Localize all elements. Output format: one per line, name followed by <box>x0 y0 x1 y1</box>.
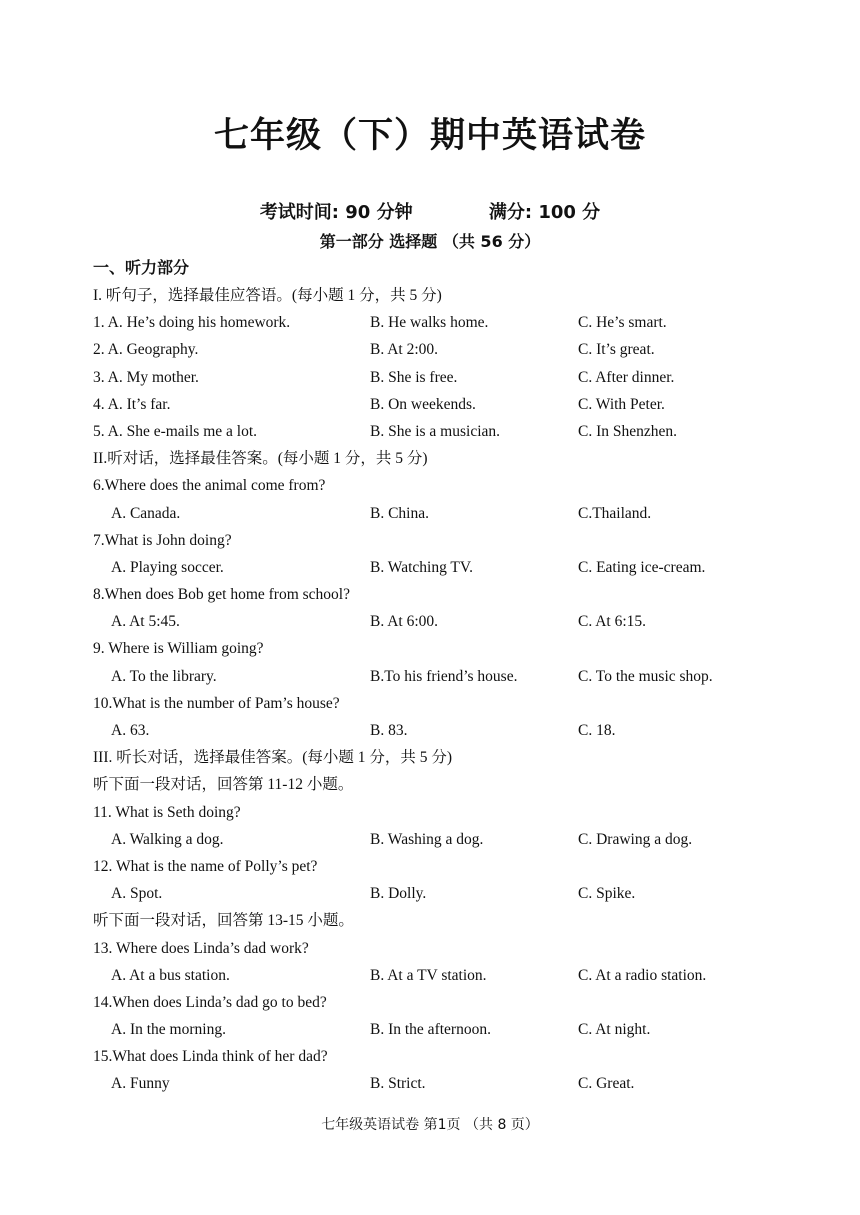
page-title: 七年级（下）期中英语试卷 <box>213 116 646 156</box>
answer-options <box>93 608 793 635</box>
option-c: C. To the music shop. <box>578 667 713 685</box>
option-a: 1. A. He’s doing his homework. <box>93 314 291 332</box>
option-a: A. Playing soccer. <box>111 558 224 576</box>
question-list <box>93 282 793 1098</box>
option-b: B. Washing a dog. <box>370 830 484 848</box>
answer-options <box>93 1016 793 1043</box>
option-b: B. Watching TV. <box>370 558 473 576</box>
page-footer: 七年级英语试卷 第1页 （共 8 页） <box>321 1117 539 1133</box>
instruction-line: III. 听长对话，选择最佳答案。(每小题 1 分，共 5 分) <box>93 749 453 767</box>
instruction-line: II.听对话，选择最佳答案。(每小题 1 分，共 5 分) <box>93 450 428 468</box>
instruction-line: 听下面一段对话，回答第 11-12 小题。 <box>93 776 354 794</box>
question-text: 13. Where does Linda’s dad work? <box>93 939 309 957</box>
option-a: 3. A. My mother. <box>93 368 199 386</box>
option-a: A. 63. <box>111 722 150 739</box>
option-a: 4. A. It’s far. <box>93 395 171 413</box>
option-c: C. Great. <box>578 1075 635 1093</box>
option-b: B. At 2:00. <box>370 341 439 359</box>
option-b: B. In the afternoon. <box>370 1021 491 1039</box>
answer-options <box>93 364 793 391</box>
option-a: A. At 5:45. <box>111 613 180 631</box>
option-a: A. Canada. <box>111 504 181 522</box>
option-b: B. At 6:00. <box>370 613 439 631</box>
answer-options <box>93 1070 793 1097</box>
option-a: 5. A. She e-mails me a lot. <box>93 422 258 440</box>
answer-options <box>93 336 793 363</box>
exam-time: 考试时间: 90 分钟 <box>259 202 413 223</box>
option-a: 2. A. Geography. <box>93 341 199 359</box>
option-c: C. It’s great. <box>578 341 655 359</box>
answer-options <box>93 391 793 418</box>
question-text: 10.What is the number of Pam’s house? <box>93 694 340 712</box>
option-c: C. At night. <box>578 1021 651 1039</box>
option-a: A. In the morning. <box>111 1021 226 1039</box>
answer-options <box>93 418 793 445</box>
question-text: 11. What is Seth doing? <box>93 803 241 821</box>
option-c: C. At a radio station. <box>578 966 707 984</box>
option-b: B. China. <box>370 504 429 522</box>
answer-options <box>93 826 793 853</box>
answer-options <box>93 554 793 581</box>
option-b: B. She is free. <box>370 368 458 386</box>
section-heading: 一、听力部分 <box>93 258 190 277</box>
question-text: 12. What is the name of Polly’s pet? <box>93 857 318 875</box>
option-c: C. Spike. <box>578 885 636 903</box>
question-text: 8.When does Bob get home from school? <box>93 586 350 604</box>
option-a: A. Spot. <box>111 885 163 903</box>
option-a: A. To the library. <box>111 667 217 685</box>
option-b: B. Dolly. <box>370 885 427 903</box>
question-text: 6.Where does the animal come from? <box>93 477 326 495</box>
option-b: B. On weekends. <box>370 395 476 413</box>
option-a: A. At a bus station. <box>111 966 230 984</box>
question-text: 9. Where is William going? <box>93 640 264 658</box>
question-text: 14.When does Linda’s dad go to bed? <box>93 993 327 1011</box>
answer-options <box>93 309 793 336</box>
option-b: B. He walks home. <box>370 314 489 332</box>
answer-options <box>93 962 793 989</box>
question-text: 15.What does Linda think of her dad? <box>93 1048 328 1066</box>
option-c: C. Eating ice-cream. <box>578 558 706 576</box>
exam-info <box>0 198 860 224</box>
answer-options <box>93 880 793 907</box>
option-c: C. In Shenzhen. <box>578 422 678 440</box>
option-b: B. 83. <box>370 722 408 739</box>
option-c: C. With Peter. <box>578 395 665 413</box>
option-a: A. Funny <box>111 1075 170 1093</box>
question-text: 7.What is John doing? <box>93 531 232 549</box>
answer-options <box>93 500 793 527</box>
option-c: C. Drawing a dog. <box>578 830 693 848</box>
option-b: B. Strict. <box>370 1075 426 1093</box>
option-b: B.To his friend’s house. <box>370 667 518 685</box>
answer-options <box>93 663 793 690</box>
option-c: C. He’s smart. <box>578 314 667 332</box>
instruction-line: I. 听句子，选择最佳应答语。(每小题 1 分，共 5 分) <box>93 287 442 304</box>
option-c: C.Thailand. <box>578 504 652 522</box>
option-a: A. Walking a dog. <box>111 830 224 848</box>
answer-options <box>93 717 793 744</box>
option-b: B. At a TV station. <box>370 966 487 984</box>
option-c: C. After dinner. <box>578 368 675 386</box>
option-b: B. She is a musician. <box>370 422 501 440</box>
option-c: C. 18. <box>578 722 616 739</box>
instruction-line: 听下面一段对话，回答第 13-15 小题。 <box>93 912 354 930</box>
option-c: C. At 6:15. <box>578 613 647 631</box>
part-heading: 第一部分 选择题 （共 56 分） <box>319 232 541 251</box>
full-score: 满分: 100 分 <box>488 202 601 223</box>
